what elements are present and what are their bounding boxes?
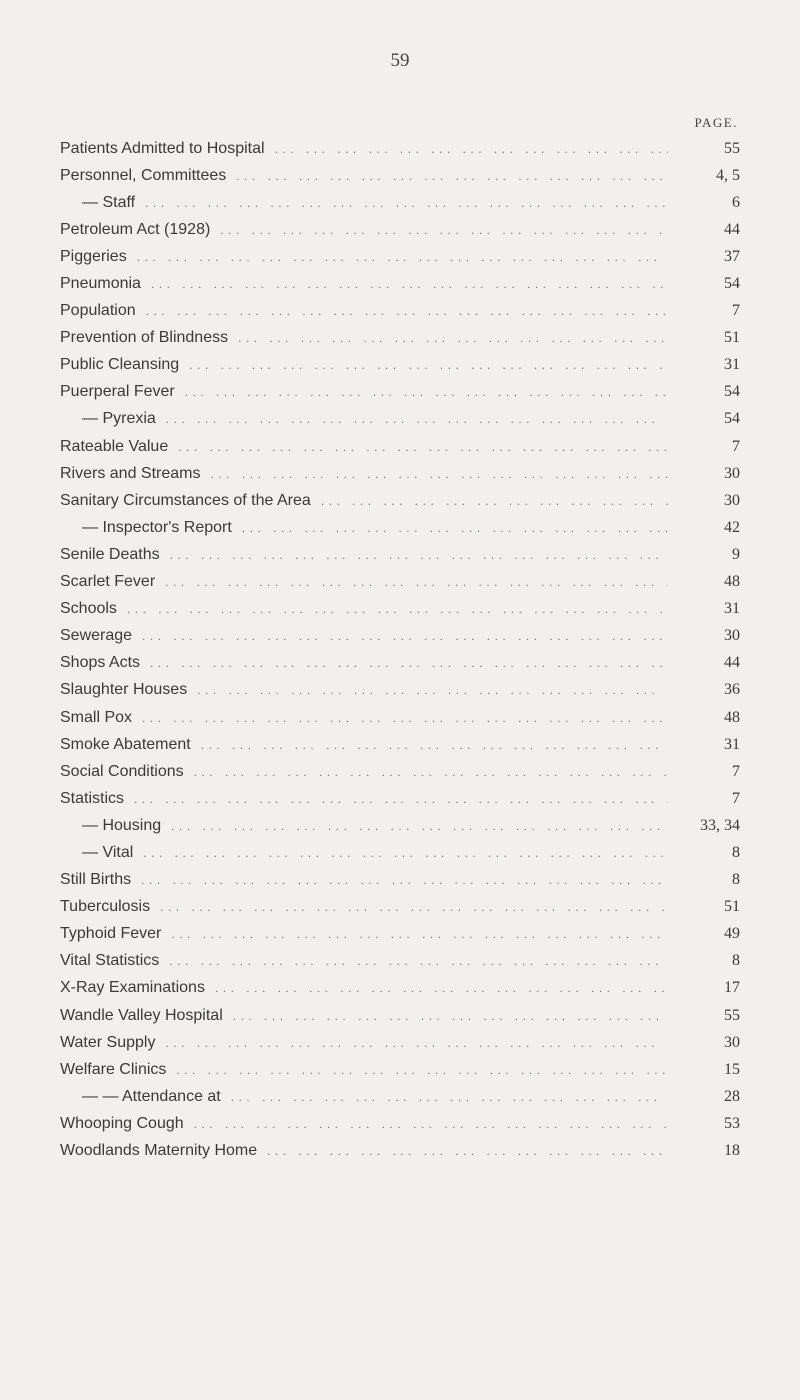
leader-dots <box>238 331 668 345</box>
leader-dots <box>321 494 668 508</box>
index-entry <box>60 1029 740 1056</box>
index-entry-label: Schools <box>60 600 117 618</box>
index-entry-label: — Pyrexia <box>82 410 156 428</box>
leader-dots <box>141 873 668 887</box>
index-entry-page: 33, 34 <box>700 816 740 834</box>
leader-dots <box>165 575 668 589</box>
leader-dots <box>165 1036 668 1050</box>
index-entry-page: 4, 5 <box>716 166 740 184</box>
leader-dots <box>215 981 668 995</box>
leader-dots <box>242 521 668 535</box>
index-entry <box>60 243 740 270</box>
index-entry-page: 15 <box>724 1060 740 1078</box>
index-entry-page: 42 <box>724 518 740 536</box>
index-entry <box>60 325 740 352</box>
index-entry-label: — Inspector's Report <box>82 518 232 536</box>
index-entry <box>60 731 740 758</box>
index-entry-label: Rateable Value <box>60 437 169 455</box>
index-entry <box>60 948 740 975</box>
index-entry-page: 54 <box>724 275 740 293</box>
leader-dots <box>171 819 668 833</box>
index-entry-page: 8 <box>732 843 740 861</box>
leader-dots <box>171 927 668 941</box>
index-entry-page: 6 <box>732 193 740 211</box>
index-entry-page: 49 <box>724 925 740 943</box>
leader-dots <box>201 738 668 752</box>
index-entry-label: Personnel, Committees <box>60 166 227 184</box>
leader-dots <box>169 954 668 968</box>
index-entry <box>60 785 740 812</box>
index-entry <box>60 921 740 948</box>
index-entry <box>60 216 740 243</box>
index-entry-page: 51 <box>724 329 740 347</box>
index-entry <box>60 487 740 514</box>
index-entry-label: Pneumonia <box>60 275 141 293</box>
leader-dots <box>275 142 668 156</box>
index-entry-page: 8 <box>732 871 740 889</box>
index-entry-page: 48 <box>724 708 740 726</box>
index-entry-label: — Staff <box>82 193 136 211</box>
index-entry-label: Slaughter Houses <box>60 681 188 699</box>
index-entry-label: — Vital <box>82 843 134 861</box>
index-entry-label: Patients Admitted to Hospital <box>60 139 265 157</box>
leader-dots <box>267 1144 668 1158</box>
index-entry <box>60 1002 740 1029</box>
index-entry-label: Wandle Valley Hospital <box>60 1006 223 1024</box>
leader-dots <box>178 440 668 454</box>
leader-dots <box>151 277 668 291</box>
index-entry-label: Vital Statistics <box>60 952 160 970</box>
index-entry-page: 30 <box>724 1033 740 1051</box>
index-entry <box>60 650 740 677</box>
index-entry-label: Scarlet Fever <box>60 573 156 591</box>
index-entry <box>60 839 740 866</box>
index-entry <box>60 812 740 839</box>
leader-dots <box>231 1090 668 1104</box>
leader-dots <box>211 467 669 481</box>
index-entry-page: 28 <box>724 1087 740 1105</box>
index-entry <box>60 867 740 894</box>
index-entry-label: Typhoid Fever <box>60 925 162 943</box>
index-list <box>60 135 740 1165</box>
index-entry <box>60 569 740 596</box>
leader-dots <box>160 900 668 914</box>
index-entry <box>60 433 740 460</box>
index-entry-label: Shops Acts <box>60 654 141 672</box>
index-entry <box>60 975 740 1002</box>
index-entry-label: Petroleum Act (1928) <box>60 220 211 238</box>
leader-dots <box>170 548 668 562</box>
leader-dots <box>137 250 668 264</box>
index-entry-label: Still Births <box>60 871 132 889</box>
leader-dots <box>143 846 668 860</box>
index-entry-page: 31 <box>724 356 740 374</box>
index-entry-label: Welfare Clinics <box>60 1060 167 1078</box>
index-entry-label: Sanitary Circumstances of the Area <box>60 491 311 509</box>
index-entry-page: 44 <box>724 220 740 238</box>
index-entry-label: Public Cleansing <box>60 356 180 374</box>
index-entry <box>60 1110 740 1137</box>
index-entry-label: Smoke Abatement <box>60 735 191 753</box>
leader-dots <box>197 683 668 697</box>
index-entry <box>60 623 740 650</box>
leader-dots <box>236 169 668 183</box>
index-entry <box>60 270 740 297</box>
leader-dots <box>142 629 668 643</box>
index-entry-page: 30 <box>724 491 740 509</box>
index-entry-page: 48 <box>724 573 740 591</box>
index-entry-page: 53 <box>724 1114 740 1132</box>
index-entry-page: 7 <box>732 302 740 320</box>
index-entry <box>60 298 740 325</box>
index-entry-label: Water Supply <box>60 1033 156 1051</box>
index-entry-label: Tuberculosis <box>60 898 151 916</box>
index-entry <box>60 135 740 162</box>
index-entry <box>60 894 740 921</box>
index-entry <box>60 677 740 704</box>
index-entry-page: 7 <box>732 789 740 807</box>
leader-dots <box>145 196 668 210</box>
index-entry-label: Small Pox <box>60 708 133 726</box>
index-entry-label: Whooping Cough <box>60 1114 184 1132</box>
index-entry-label: — Housing <box>82 816 162 834</box>
index-entry-label: Senile Deaths <box>60 545 160 563</box>
index-entry <box>60 162 740 189</box>
leader-dots <box>134 792 668 806</box>
index-entry-page: 51 <box>724 898 740 916</box>
leader-dots <box>220 223 668 237</box>
index-entry <box>60 1083 740 1110</box>
index-entry-page: 54 <box>724 410 740 428</box>
index-entry-label: Woodlands Maternity Home <box>60 1142 258 1160</box>
page-column-header: PAGE. <box>694 115 738 130</box>
index-entry-page: 7 <box>732 762 740 780</box>
index-entry <box>60 460 740 487</box>
leader-dots <box>176 1063 668 1077</box>
leader-dots <box>194 1117 668 1131</box>
index-entry <box>60 758 740 785</box>
index-entry-page: 17 <box>724 979 740 997</box>
leader-dots <box>189 358 668 372</box>
index-entry-page: 31 <box>724 600 740 618</box>
index-entry <box>60 379 740 406</box>
index-entry-page: 18 <box>724 1142 740 1160</box>
index-entry-page: 31 <box>724 735 740 753</box>
index-entry-label: Rivers and Streams <box>60 464 201 482</box>
leader-dots <box>146 304 668 318</box>
index-entry-page: 36 <box>724 681 740 699</box>
index-entry-page: 37 <box>724 247 740 265</box>
index-entry-label: — — Attendance at <box>82 1087 221 1105</box>
index-entry <box>60 514 740 541</box>
leader-dots <box>150 656 668 670</box>
index-entry-page: 8 <box>732 952 740 970</box>
leader-dots <box>127 602 668 616</box>
index-entry <box>60 352 740 379</box>
index-entry-label: X-Ray Examinations <box>60 979 205 997</box>
page-number: 59 <box>390 50 410 71</box>
index-entry-page: 44 <box>724 654 740 672</box>
index-entry-label: Population <box>60 302 136 320</box>
leader-dots <box>185 385 668 399</box>
index-entry-label: Statistics <box>60 789 125 807</box>
index-entry-page: 30 <box>724 627 740 645</box>
index-entry-label: Social Conditions <box>60 762 184 780</box>
index-entry <box>60 596 740 623</box>
index-entry-page: 55 <box>724 1006 740 1024</box>
index-entry <box>60 704 740 731</box>
index-entry-page: 7 <box>732 437 740 455</box>
leader-dots <box>194 765 668 779</box>
index-entry <box>60 189 740 216</box>
index-entry <box>60 1137 740 1164</box>
index-entry-page: 30 <box>724 464 740 482</box>
index-entry <box>60 406 740 433</box>
index-entry-label: Sewerage <box>60 627 133 645</box>
leader-dots <box>166 412 668 426</box>
leader-dots <box>142 711 668 725</box>
index-entry <box>60 541 740 568</box>
index-entry-page: 55 <box>724 139 740 157</box>
index-entry-page: 54 <box>724 383 740 401</box>
index-entry-page: 9 <box>732 545 740 563</box>
index-entry-label: Puerperal Fever <box>60 383 175 401</box>
index-entry <box>60 1056 740 1083</box>
index-entry-label: Prevention of Blindness <box>60 329 229 347</box>
index-entry-label: Piggeries <box>60 247 127 265</box>
leader-dots <box>233 1009 668 1023</box>
